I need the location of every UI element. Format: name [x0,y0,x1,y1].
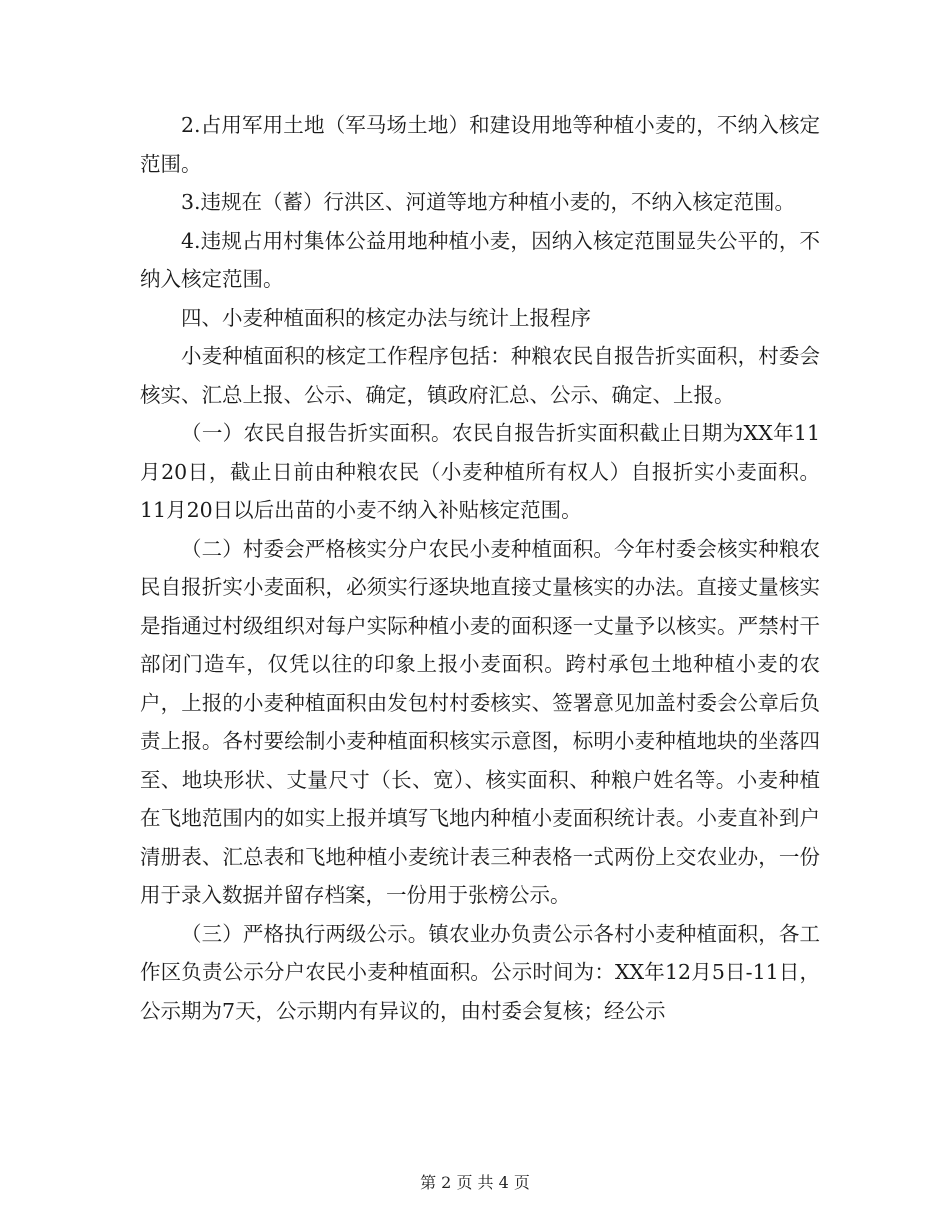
section-heading-4: 四、小麦种植面积的核定办法与统计上报程序 [181,305,591,330]
page-footer: 第 2 页 共 4 页 [420,1173,530,1192]
paragraph-step-1: （一）农民自报告折实面积。农民自报告折实面积截止日期为XX年11月20日，截止日前由种粮农民（小麦种植所有权人）自报折实小麦面积。11月20日以后出苗的小麦不纳入补贴核定范围。 [140,421,820,522]
paragraph-procedure: 小麦种植面积的核定工作程序包括：种粮农民自报告折实面积，村委会核实、汇总上报、公示、确定，镇政府汇总、公示、确定、上报。 [140,344,820,407]
paragraph-item-3: 3.违规在（蓄）行洪区、河道等地方种植小麦的，不纳入核定范围。 [181,190,796,214]
paragraph-step-3: （三）严格执行两级公示。镇农业办负责公示各村小麦种植面积，各工作区负责公示分户农民小麦种植面积。公示时间为：XX年12月5日-11日，公示期为7天，公示期内有异议的，由村委会复核；经公示 [140,921,820,1023]
document-body [140,106,820,1030]
paragraph-step-2: （二）村委会严格核实分户农民小麦种植面积。今年村委会核实种粮农民自报折实小麦面积，必须实行逐块地直接丈量核实的办法。直接丈量核实是指通过村级组织对每户实际种植小麦的面积逐一丈量予以核实。严禁村干部闭门造车，仅凭以往的印象上报小麦面积。跨村承包土地种植小麦的农户，上报的小麦种植面积由发包村村委核实、签署意见加盖村委会公章后负责上报。各村要绘制小麦种植面积核实示意图，标明小麦种植地块的坐落四至、地块形状、丈量尺寸（长、宽）、核实面积、种粮户姓名等。小麦种植在飞地范围内的如实上报并填写飞地内种植小麦面积统计表。小麦直补到户清册表、汇总表和飞地种植小麦统计表三种表格一式两份上交农业办，一份用于录入数据并留存档案，一份用于张榜公示。 [140,536,820,907]
paragraph-item-4: 4.违规占用村集体公益用地种植小麦，因纳入核定范围显失公平的，不纳入核定范围。 [140,228,820,291]
paragraph-item-2: 2.占用军用土地（军马场土地）和建设用地等种植小麦的，不纳入核定范围。 [140,113,820,176]
